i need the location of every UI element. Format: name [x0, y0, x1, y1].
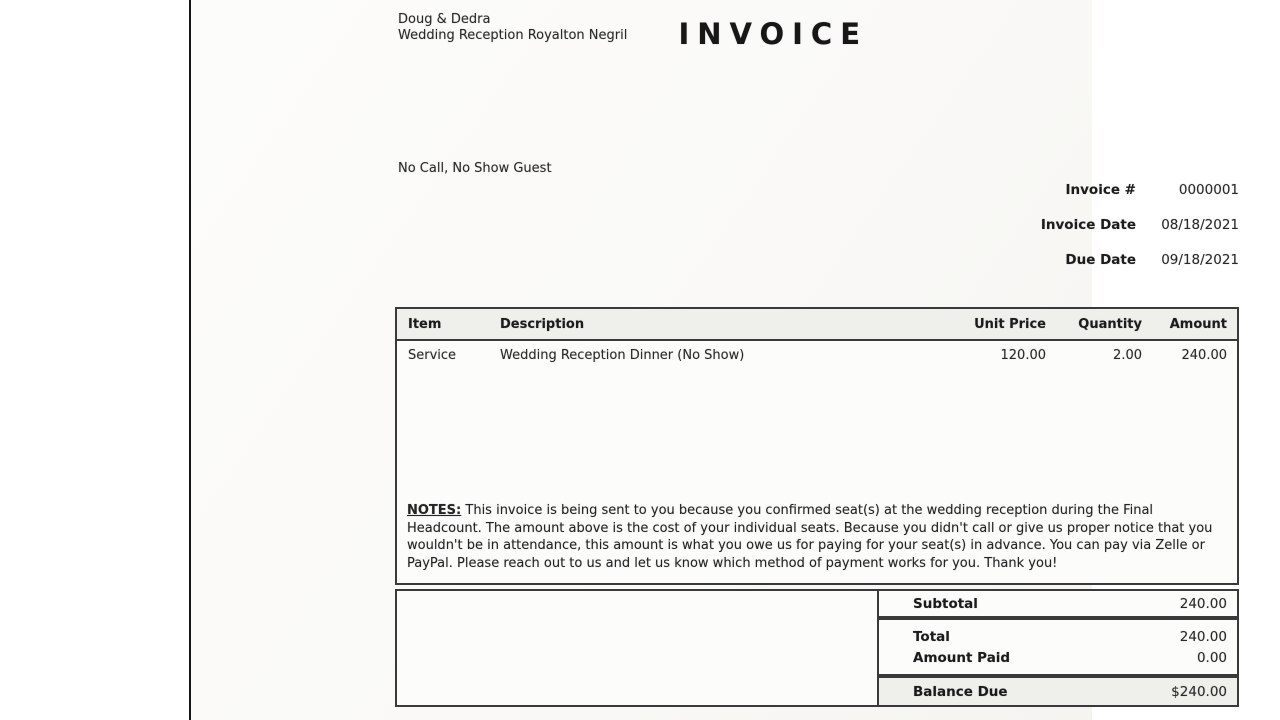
col-header-description: Description: [500, 316, 585, 332]
col-header-quantity: Quantity: [1078, 316, 1142, 332]
amount-paid-label: Amount Paid: [913, 649, 1011, 666]
due-date-value: 09/18/2021: [1161, 252, 1239, 268]
balance-due-row: [877, 676, 1239, 707]
invoice-date-label: Invoice Date: [1040, 217, 1136, 233]
invoice-title: INVOICE: [678, 17, 868, 51]
total-label: Total: [913, 628, 950, 645]
invoice-date-value: 08/18/2021: [1161, 217, 1239, 233]
amount-paid-value: 0.00: [1196, 649, 1227, 666]
notes-label: NOTES:: [407, 503, 462, 518]
cell-quantity: 2.00: [1113, 348, 1142, 363]
table-body: [397, 341, 1237, 583]
invoice-number-row: [891, 181, 1239, 200]
client-event: Wedding Reception Royalton Negril: [398, 27, 628, 43]
invoice-paper: [191, 0, 1239, 720]
notes-text: This invoice is being sent to you because you confirmed seat(s) at the wedding reception during the Final Headcount. The amount above is the cost of your individual seats. Because you didn't call or give us proper notice that you wouldn't be in attendance, this amount is what you owe us for paying for your seat(s) in advance. You can pay via Zelle or PayPal. Please reach out to us and let us know which method of payment works for you. Thank you!: [407, 503, 1213, 571]
total-value: 240.00: [1179, 628, 1227, 645]
subtotal-label: Subtotal: [913, 595, 978, 612]
totals-empty-box: [395, 589, 879, 707]
subtotal-row: [877, 589, 1239, 618]
invoice-meta: [891, 181, 1239, 286]
col-header-unit-price: Unit Price: [974, 316, 1046, 332]
due-date-label: Due Date: [1065, 252, 1136, 268]
cell-item: Service: [408, 348, 457, 363]
table-row: [397, 341, 1237, 363]
total-row: [879, 629, 1237, 645]
col-header-item: Item: [408, 316, 442, 332]
due-date-row: [891, 251, 1239, 270]
totals-summary-column: [879, 589, 1239, 707]
cell-description: Wedding Reception Dinner (No Show): [500, 348, 745, 363]
invoice-date-row: [891, 216, 1239, 235]
balance-due-label: Balance Due: [913, 683, 1008, 700]
cell-unit-price: 120.00: [1000, 348, 1046, 363]
col-header-amount: Amount: [1169, 316, 1227, 332]
invoice-number-label: Invoice #: [1065, 182, 1136, 198]
balance-due-value: $240.00: [1171, 683, 1227, 700]
table-header-row: [397, 309, 1237, 341]
invoice-number-value: 0000001: [1178, 182, 1239, 198]
invoice-subject: No Call, No Show Guest: [398, 161, 552, 176]
total-and-paid-box: [877, 618, 1239, 676]
cell-amount: 240.00: [1181, 348, 1227, 363]
client-block: [398, 12, 627, 43]
totals-section: [395, 589, 1239, 707]
notes-paragraph: [407, 502, 1229, 572]
subtotal-value: 240.00: [1179, 595, 1227, 612]
line-items-table: [395, 307, 1239, 585]
client-name: Doug & Dedra: [398, 12, 491, 27]
amount-paid-row: [879, 650, 1237, 666]
